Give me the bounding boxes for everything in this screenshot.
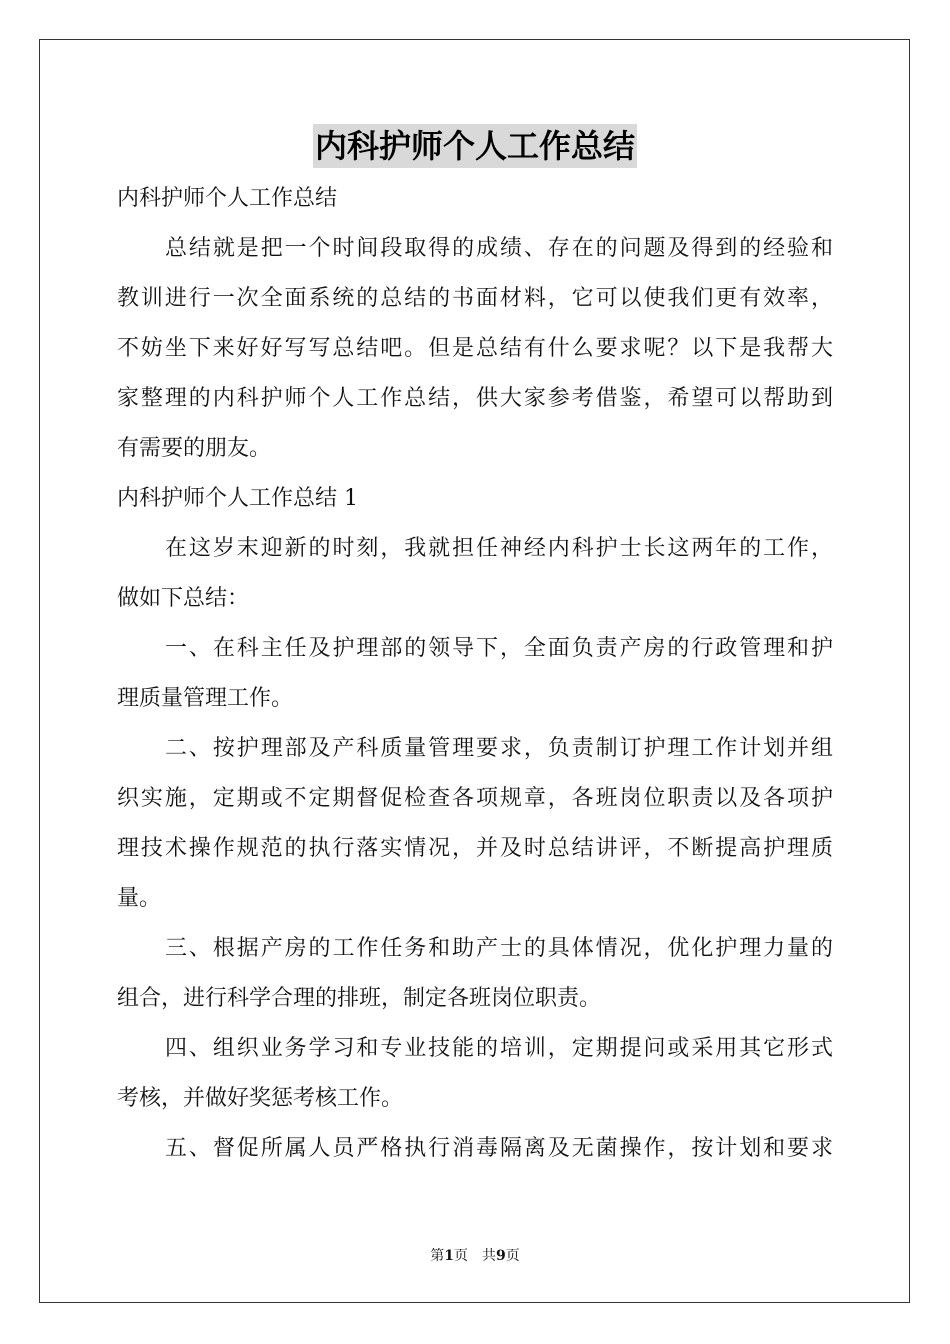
text-line: 考核，并做好奖惩考核工作。 — [117, 1086, 404, 1111]
text-line: 二、按护理部及产科质量管理要求，负责制订护理工作计划并组 — [165, 736, 833, 761]
text-line: 内科护师个人工作总结 — [117, 186, 338, 211]
text-line: 组合，进行科学合理的排班，制定各班岗位职责。 — [117, 986, 602, 1011]
footer-page-current: 1 — [444, 1248, 454, 1264]
text-line: 在这岁末迎新的时刻，我就担任神经内科护士长这两年的工作， — [165, 536, 833, 561]
text-line: 理技术操作规范的执行落实情况，并及时总结讲评，不断提高护理质 — [117, 836, 833, 861]
text-line: 量。 — [117, 886, 162, 911]
text-line: 理质量管理工作。 — [117, 686, 294, 711]
text-line: 不妨坐下来好好写写总结吧。但是总结有什么要求呢？以下是我帮大 — [117, 336, 833, 361]
text-line: 内科护师个人工作总结 1 — [117, 486, 358, 511]
text-line: 做如下总结： — [117, 586, 250, 611]
page-footer — [0, 1246, 950, 1266]
footer-prefix: 第 — [430, 1248, 445, 1264]
text-line: 总结就是把一个时间段取得的成绩、存在的问题及得到的经验和 — [165, 236, 833, 261]
footer-suffix: 页 — [505, 1248, 520, 1264]
text-line: 三、根据产房的工作任务和助产士的具体情况，优化护理力量的 — [165, 936, 833, 961]
document-title: 内科护师个人工作总结 — [313, 124, 637, 168]
text-line: 家整理的内科护师个人工作总结，供大家参考借鉴，希望可以帮助到 — [117, 386, 833, 411]
text-line: 四、组织业务学习和专业技能的培训，定期提问或采用其它形式 — [165, 1036, 833, 1061]
footer-page-total: 9 — [496, 1248, 506, 1264]
text-line: 一、在科主任及护理部的领导下，全面负责产房的行政管理和护 — [165, 636, 833, 661]
title-container — [0, 124, 950, 168]
text-line: 织实施，定期或不定期督促检查各项规章，各班岗位职责以及各项护 — [117, 786, 833, 811]
text-line: 教训进行一次全面系统的总结的书面材料，它可以使我们更有效率， — [117, 286, 833, 311]
text-line: 五、督促所属人员严格执行消毒隔离及无菌操作，按计划和要求 — [165, 1136, 833, 1161]
text-line: 有需要的朋友。 — [117, 436, 272, 461]
document-body — [117, 174, 833, 1174]
footer-mid: 页 共 — [454, 1248, 496, 1264]
